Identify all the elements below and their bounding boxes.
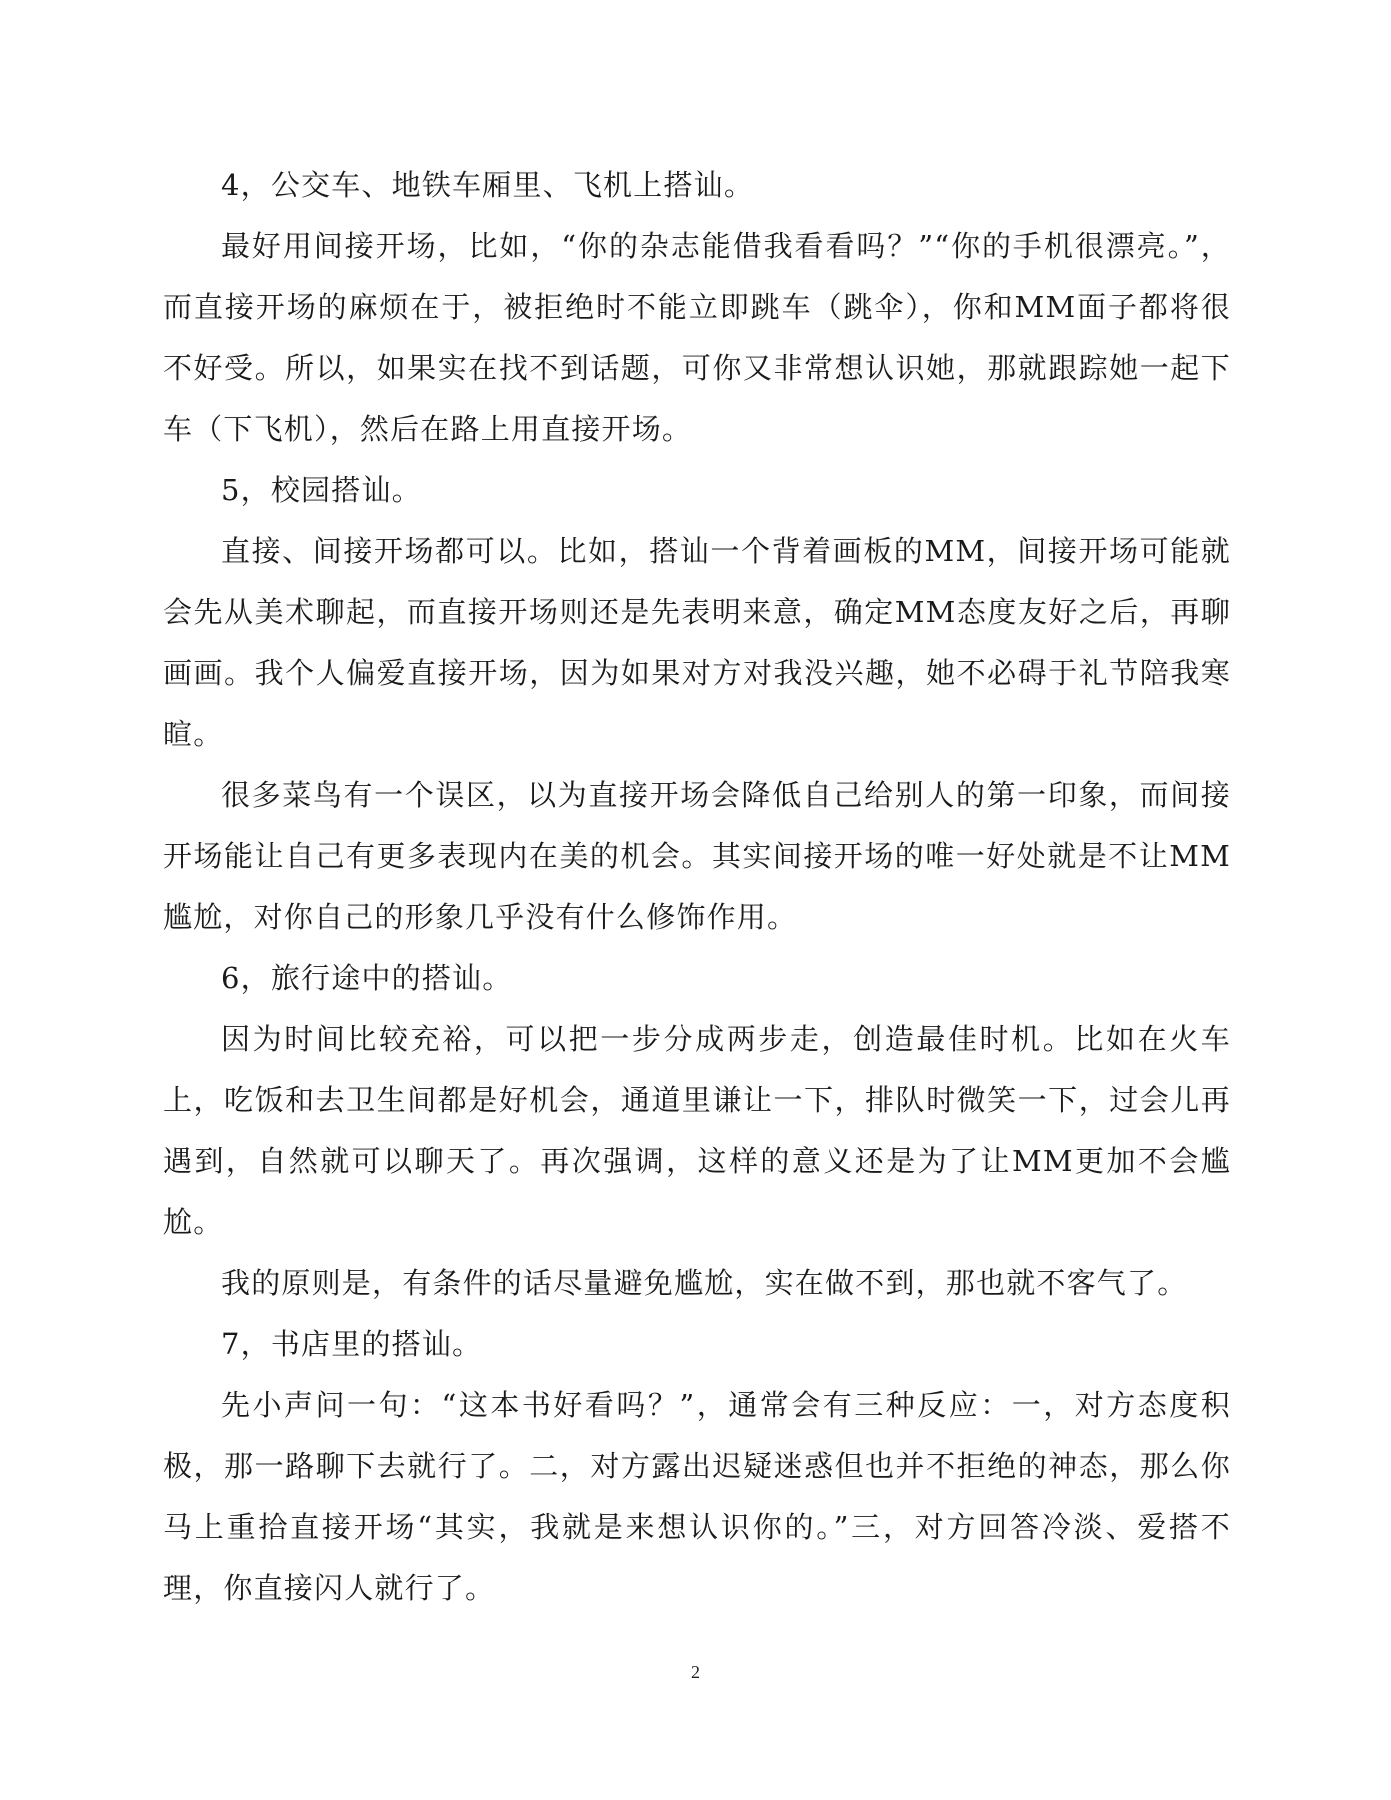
heading-bookstore: 7，书店里的搭讪。 xyxy=(221,1327,483,1361)
heading-travel: 6，旅行途中的搭讪。 xyxy=(221,961,513,995)
paragraph-bookstore-advice: 先小声问一句：“这本书好看吗？”，通常会有三种反应：一，对方态度积极，那一路聊下去就行了。二，对方露出迟疑迷惑但也并不拒绝的神态，那么你马上重拾直接开场“其实，我就是来想认识你的。”三，对方回答冷淡、爱搭不理，你直接闪人就行了。 xyxy=(163,1388,1231,1605)
body-text xyxy=(163,155,1231,1619)
paragraph-misconception: 很多菜鸟有一个误区，以为直接开场会降低自己给别人的第一印象，而间接开场能让自己有更多表现内在美的机会。其实间接开场的唯一好处就是不让MM尴尬，对你自己的形象几乎没有什么修饰作用。 xyxy=(163,778,1231,934)
heading-campus: 5，校园搭讪。 xyxy=(221,473,422,507)
paragraph-campus-advice: 直接、间接开场都可以。比如，搭讪一个背着画板的MM，间接开场可能就会先从美术聊起，而直接开场则还是先表明来意，确定MM态度友好之后，再聊画画。我个人偏爱直接开场，因为如果对方对我没兴趣，她不必碍于礼节陪我寒暄。 xyxy=(163,534,1231,751)
paragraph-travel-advice: 因为时间比较充裕，可以把一步分成两步走，创造最佳时机。比如在火车上，吃饭和去卫生间都是好机会，通道里谦让一下，排队时微笑一下，过会儿再遇到，自然就可以聊天了。再次强调，这样的意义还是为了让MM更加不会尴尬。 xyxy=(163,1022,1231,1239)
paragraph-principle: 我的原则是，有条件的话尽量避免尴尬，实在做不到，那也就不客气了。 xyxy=(221,1266,1188,1300)
paragraph-bus-advice: 最好用间接开场，比如，“你的杂志能借我看看吗？”“你的手机很漂亮。”，而直接开场的麻烦在于，被拒绝时不能立即跳车（跳伞），你和MM面子都将很不好受。所以，如果实在找不到话题，可你又非常想认识她，那就跟踪她一起下车（下飞机），然后在路上用直接开场。 xyxy=(163,229,1231,446)
heading-bus-subway-plane: 4，公交车、地铁车厢里、飞机上搭讪。 xyxy=(221,168,755,202)
page-number: 2 xyxy=(691,1662,700,1682)
